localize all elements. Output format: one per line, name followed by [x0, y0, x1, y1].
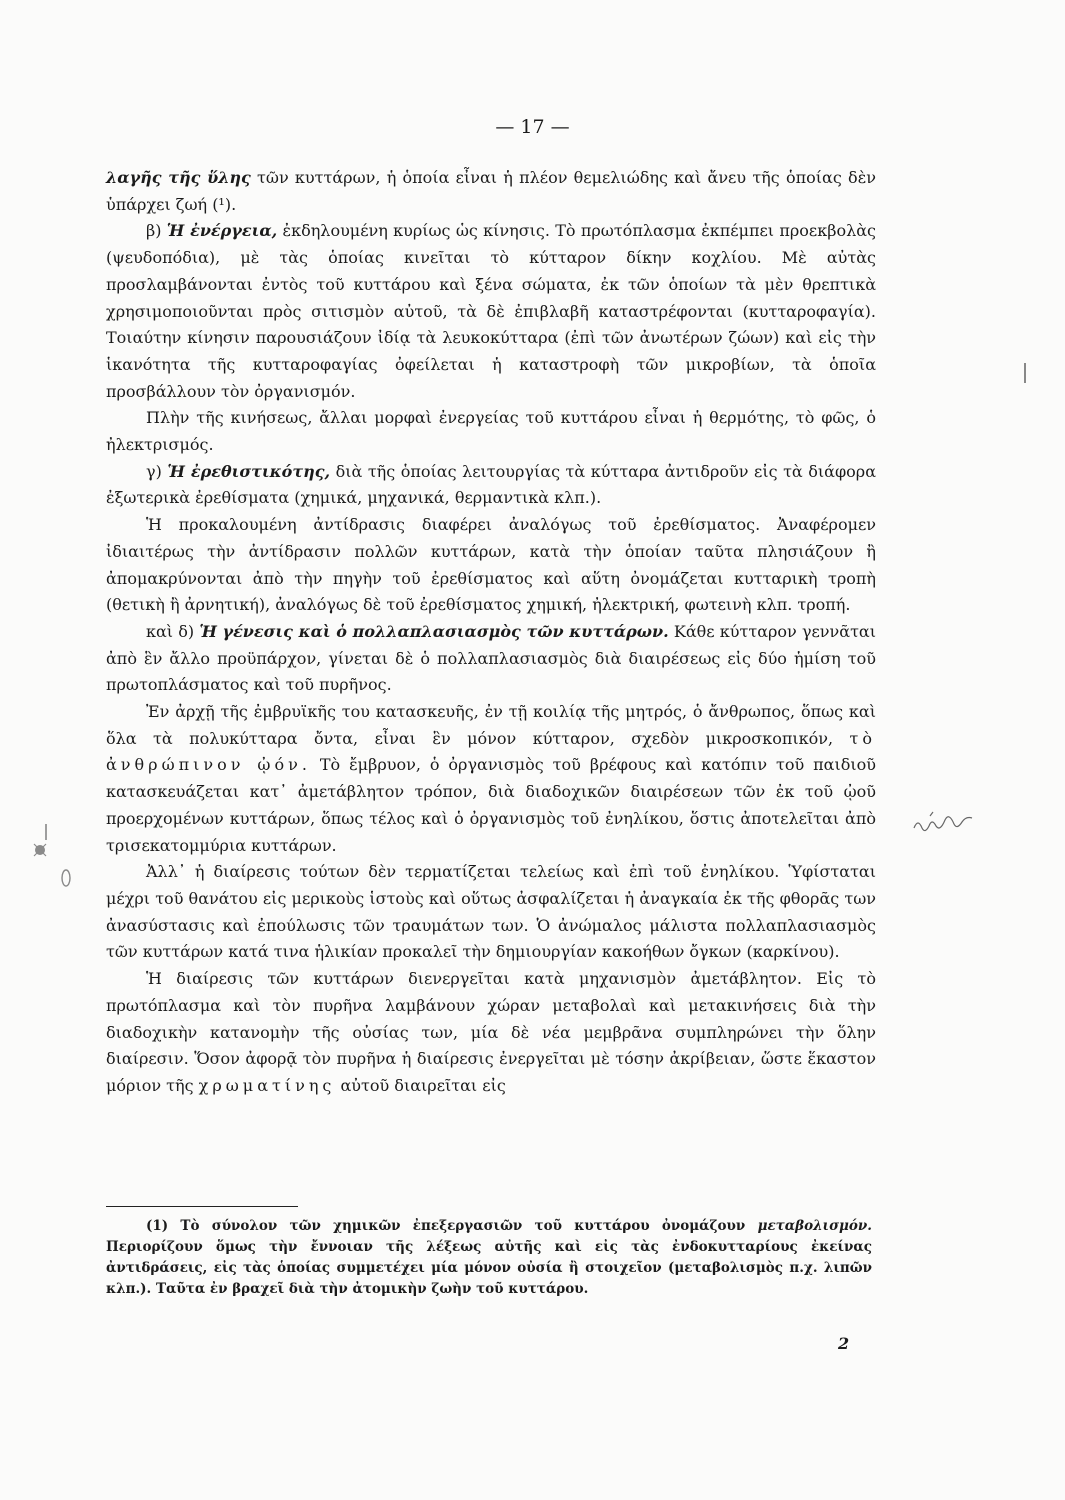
- text-run: Ἡ προκαλουμένη ἀντίδρασις διαφέρει ἀναλόγως τοῦ ἐρεθίσματος. Ἀναφέρομεν ἰδιαιτέρως τὴν ἀντίδρασιν πολλῶν κυττάρων, κατὰ τὴν ὁποίαν ταῦτα πλησιάζουν ἢ ἀπομακρύνονται ἀπὸ τὴν πηγὴν τοῦ ἐρεθίσματος καὶ αὕτη ὀνομάζεται κυτταρικὴ τροπὴ (θετικὴ ἢ ἀρνητική), ἀναλόγως δὲ τοῦ ἐρεθίσματος χημική, ἠλεκτρική, φωτεινὴ κλπ. τροπή.: [106, 515, 876, 615]
- text-run: Ἐν ἀρχῇ τῆς ἐμβρυϊκῆς του κατασκευῆς, ἐν τῇ κοιλίᾳ τῆς μητρός, ὁ ἄνθρωπος, ὅπως καὶ ὅλα τὰ πολυκύτταρα ὄντα, εἶναι ἓν μόνον κύτταρον, σχεδὸν μικροσκοπικόν,: [106, 702, 876, 748]
- body-text: [106, 165, 876, 1100]
- paragraph: [106, 619, 876, 699]
- paragraph: [106, 405, 876, 458]
- emphasized-text: Ἡ ἐρεθιστικότης,: [167, 461, 331, 481]
- text-run: καὶ δ): [146, 621, 200, 641]
- text-run: Τὸ ἔμβρυον, ὁ ὀργανισμὸς τοῦ βρέφους καὶ κατόπιν τοῦ παιδιοῦ κατασκευάζεται κατ᾽ ἀμετάβλητον τρόπον, διὰ διαδοχικῶν διαιρέσεων τῶν ἐκ τοῦ ᾠοῦ προερχομένων κυττάρων, ὅπως τέλος καὶ ὁ ὀργανισμὸς τοῦ ἐνηλίκου, ὅστις ἀποτελεῖται ἀπὸ τρισεκατομμύρια κυττάρων.: [106, 755, 876, 855]
- emphasized-text: μεταβολισμόν.: [757, 1218, 872, 1234]
- paragraph: [106, 165, 876, 218]
- paragraph: [106, 859, 876, 966]
- paragraph: [106, 218, 876, 405]
- emphasized-text: Ἡ γένεσις καὶ ὁ πολλαπλασιασμὸς τῶν κυττάρων.: [199, 621, 669, 641]
- emphasized-text: λαγῆς τῆς ὕλης: [106, 168, 251, 187]
- paragraph: [106, 966, 876, 1100]
- paragraph: [106, 512, 876, 619]
- text-run: ἐκδηλουμένη κυρίως ὡς κίνησις. Τὸ πρωτόπλασμα ἐκπέμπει προεκβολὰς (ψευδοπόδια), μὲ τὰς ὁποίας κινεῖται τὸ κύτταρον δίκην κοχλίου. Μὲ αὐτὰς προσλαμβάνονται ἐντὸς τοῦ κυττάρου καὶ ξένα σώματα, ἐκ τῶν ὁποίων τὰ μὲν θρεπτικὰ χρησιμοποιοῦνται πρὸς σιτισμὸν αὐτοῦ, τὰ δὲ ἐπιβλαβῆ καταστρέφονται (κυτταροφαγία). Τοιαύτην κίνησιν παρουσιάζουν ἰδίᾳ τὰ λευκοκύτταρα (ἐπὶ τῶν ἀνωτέρων ζώων) καὶ εἰς τὴν ἱκανότητα τῆς κυτταροφαγίας ὀφείλεται ἡ καταστροφὴ τῶν μικροβίων, τὰ ὁποῖα προσβάλλουν τὸν ὀργανισμόν.: [106, 221, 877, 401]
- paragraph: [106, 699, 876, 859]
- text-run: Ἡ διαίρεσις τῶν κυττάρων διενεργεῖται κατὰ μηχανισμὸν ἀμετάβλητον. Εἰς τὸ πρωτόπλασμα καὶ τὸν πυρῆνα λαμβάνουν χώραν μεταβολαὶ καὶ μετακινήσεις διὰ τὴν διαδοχικὴν κατανομὴν τῆς οὐσίας των, μία δὲ νέα μεμβρᾶνα συμπληρώνει τὴν ὅλην διαίρεσιν. Ὅσον ἀφορᾷ τὸν πυρῆνα ἡ διαίρεσις ἐνεργεῖται μὲ τόσην ἀκρίβειαν, ὥστε ἕκαστον μόριον τῆς: [106, 969, 876, 1095]
- signature-mark: 2: [838, 1334, 850, 1353]
- emphasized-text: τὸ ἀνθρώπινον ᾠόν.: [106, 728, 876, 775]
- emphasized-text: χρωματίνης: [198, 1075, 336, 1095]
- text-run: Ἀλλ᾽ ἡ διαίρεσις τούτων δὲν τερματίζεται τελείως καὶ ἐπὶ τοῦ ἐνηλίκου. Ὑφίσταται μέχρι τοῦ θανάτου εἰς μερικοὺς ἱστοὺς καὶ οὕτως ἀσφαλίζεται ἡ ἀναγκαία ἐκ τῆς φθορᾶς των ἀνασύστασις καὶ ἐπούλωσις τῶν τραυμάτων των. Ὁ ἀνώμαλος μάλιστα πολλαπλασιασμὸς τῶν κυττάρων κατά τινα ἡλικίαν προκαλεῖ τὴν δημιουργίαν κακοήθων ὄγκων (καρκίνου).: [106, 862, 876, 962]
- paragraph: [106, 459, 876, 512]
- text-run: αὐτοῦ διαιρεῖται εἰς: [335, 1075, 506, 1095]
- text-run: τῶν κυττάρων, ἡ ὁποία εἶναι ἡ πλέον θεμελιώδης καὶ ἄνευ τῆς ὁποίας δὲν ὑπάρχει ζωή (¹).: [106, 168, 877, 214]
- margin-tick-icon: [1024, 363, 1026, 383]
- text-run: Κάθε κύτταρον γεννᾶται ἀπὸ ἓν ἄλλο προϋπάρχον, γίνεται δὲ ὁ πολλαπλασιασμὸς διὰ διαιρέσεως εἰς δύο ἡμίση τοῦ πρωτοπλάσματος καὶ τοῦ πυρῆνος.: [106, 621, 876, 695]
- text-run: Πλὴν τῆς κινήσεως, ἄλλαι μορφαὶ ἐνεργείας τοῦ κυττάρου εἶναι ἡ θερμότης, τὸ φῶς, ὁ ἠλεκτρισμός.: [106, 408, 876, 455]
- margin-scribble-icon: [908, 808, 986, 844]
- text-run: διὰ τῆς ὁποίας λειτουργίας τὰ κύτταρα ἀντιδροῦν εἰς τὰ διάφορα ἐξωτερικὰ ἐρεθίσματα (χημικά, μηχανικά, θερμαντικὰ κλπ.).: [106, 461, 877, 508]
- text-run: Περιορίζουν ὅμως τὴν ἔννοιαν τῆς λέξεως αὐτῆς καὶ εἰς τὰς ἐνδοκυτταρίους ἐκείνας ἀντιδράσεις, εἰς τὰς ὁποίας συμμετέχει μία μόνον οὐσία ἢ στοιχεῖον (μεταβολισμὸς π.χ. λιπῶν κλπ.). Ταῦτα ἐν βραχεῖ διὰ τὴν ἀτομικὴν ζωὴν τοῦ κυττάρου.: [106, 1239, 872, 1297]
- text-run: (1) Τὸ σύνολον τῶν χημικῶν ἐπεξεργασιῶν τοῦ κυττάρου ὀνομάζουν: [146, 1218, 758, 1234]
- footnote-1: [106, 1216, 872, 1300]
- margin-ink-spot-icon: [28, 820, 88, 900]
- text-run: γ): [146, 461, 168, 481]
- text-run: β): [146, 221, 167, 241]
- footnotes: [106, 1216, 872, 1300]
- footnote-divider: [106, 1206, 298, 1207]
- emphasized-text: Ἡ ἐνέργεια,: [166, 221, 278, 241]
- page-number: — 17 —: [495, 116, 570, 138]
